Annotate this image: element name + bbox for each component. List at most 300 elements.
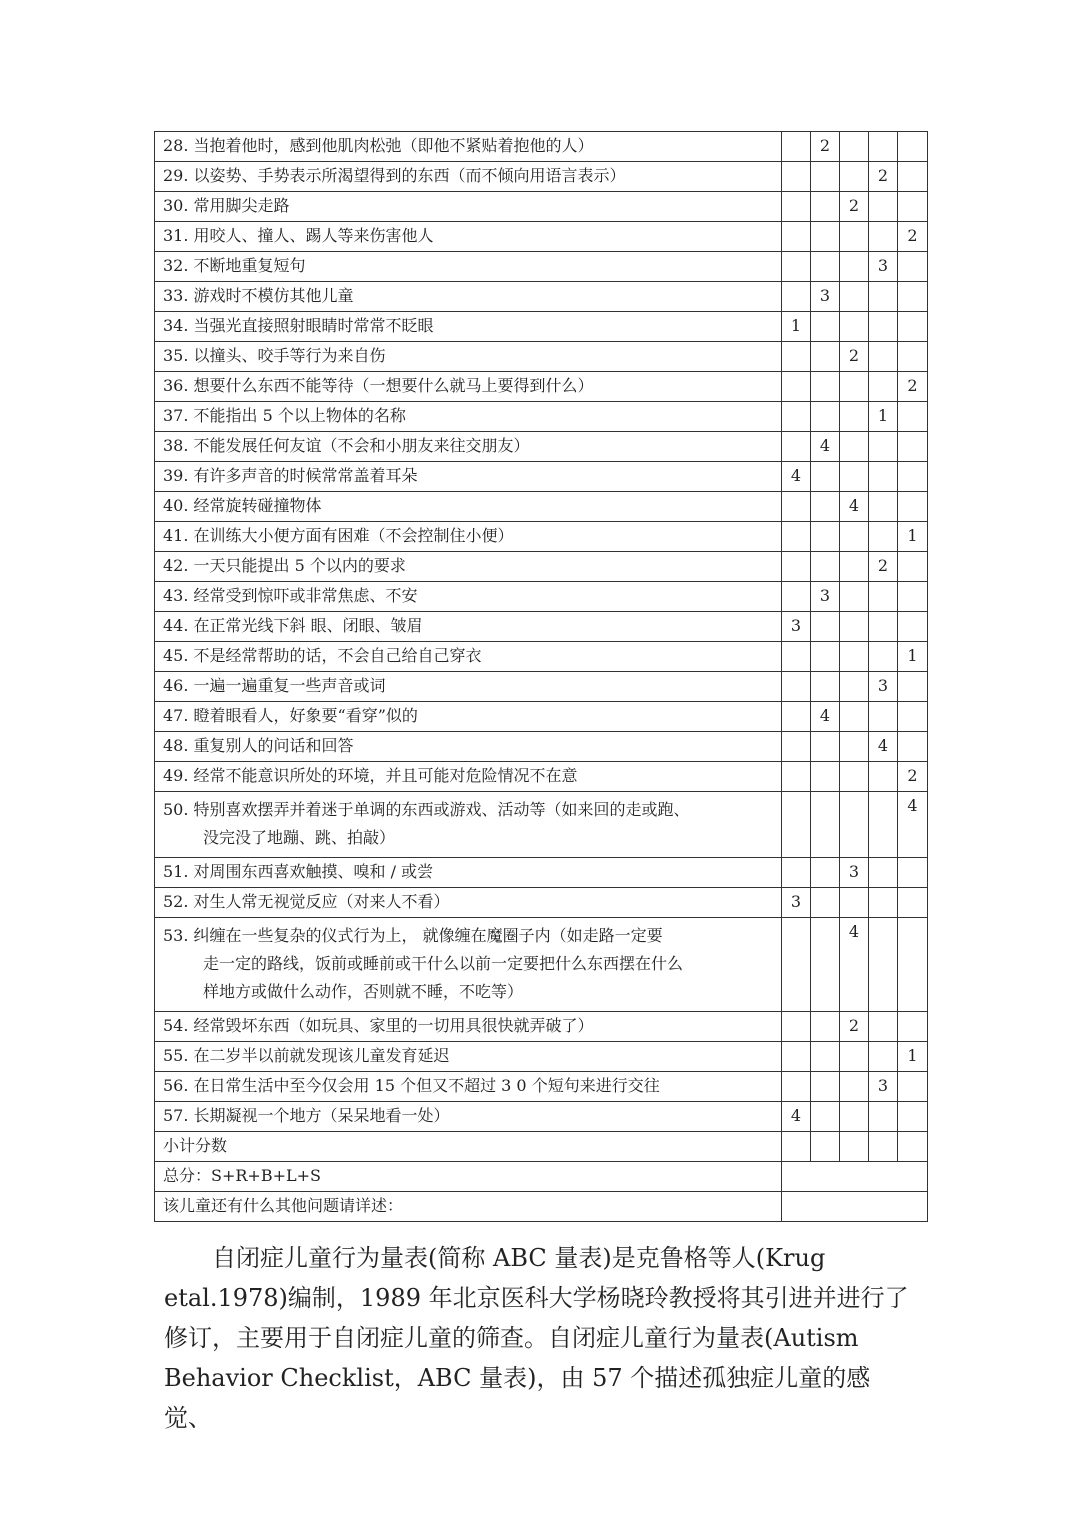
score-cell — [898, 1012, 928, 1042]
score-cell — [840, 252, 869, 282]
score-cell — [869, 432, 898, 462]
score-cell — [782, 132, 811, 162]
score-cell — [811, 1072, 840, 1102]
score-cell: 3 — [782, 888, 811, 918]
item-description: 不是经常帮助的话，不会自己给自己穿衣 — [193, 646, 482, 665]
score-cell — [898, 1072, 928, 1102]
item-number: 40. — [163, 496, 189, 515]
score-cell — [811, 1042, 840, 1072]
score-cell — [782, 282, 811, 312]
item-cell — [155, 702, 782, 732]
score-cell — [782, 492, 811, 522]
item-cell — [155, 132, 782, 162]
item-description: 不能发展任何友谊（不会和小朋友来往交朋友） — [193, 436, 530, 455]
score-cell — [869, 918, 898, 1012]
score-cell — [782, 762, 811, 792]
item-cell — [155, 552, 782, 582]
score-cell — [811, 672, 840, 702]
item-text — [163, 616, 773, 636]
item-number: 43. — [163, 586, 189, 605]
item-description: 当强光直接照射眼睛时常常不眨眼 — [193, 316, 434, 335]
score-cell — [811, 372, 840, 402]
item-number: 33. — [163, 286, 189, 305]
table-row — [155, 1042, 928, 1072]
score-cell: 3 — [811, 282, 840, 312]
score-cell: 4 — [782, 1102, 811, 1132]
score-cell — [898, 252, 928, 282]
score-cell: 2 — [840, 1012, 869, 1042]
score-cell — [840, 642, 869, 672]
score-cell — [898, 1102, 928, 1132]
table-row — [155, 342, 928, 372]
score-cell — [811, 162, 840, 192]
item-description: 当抱着他时，感到他肌肉松弛（即他不紧贴着抱他的人） — [193, 136, 594, 155]
score-cell — [869, 612, 898, 642]
item-cell — [155, 732, 782, 762]
item-number: 41. — [163, 526, 189, 545]
item-number: 34. — [163, 316, 189, 335]
score-cell — [782, 222, 811, 252]
score-cell — [869, 342, 898, 372]
score-cell: 4 — [869, 732, 898, 762]
score-cell — [811, 312, 840, 342]
score-cell — [840, 732, 869, 762]
item-cell — [155, 1072, 782, 1102]
score-cell — [898, 918, 928, 1012]
score-cell: 3 — [869, 252, 898, 282]
item-description: 以撞头、咬手等行为来自伤 — [193, 346, 386, 365]
score-cell: 4 — [898, 792, 928, 858]
abc-scale-table — [154, 131, 928, 1222]
score-cell — [840, 1102, 869, 1132]
score-cell — [898, 612, 928, 642]
table-row — [155, 642, 928, 672]
item-description: 纠缠在一些复杂的仪式行为上， 就像缠在魔圈子内（如走路一定要 — [193, 926, 663, 945]
score-cell — [869, 888, 898, 918]
table-row — [155, 132, 928, 162]
score-cell — [898, 312, 928, 342]
score-cell — [869, 222, 898, 252]
item-cell — [155, 762, 782, 792]
score-cell — [898, 132, 928, 162]
score-cell — [869, 282, 898, 312]
item-text — [163, 136, 773, 156]
total-row — [155, 1162, 928, 1192]
answer-cell — [782, 1192, 928, 1222]
table-row — [155, 552, 928, 582]
score-cell — [811, 252, 840, 282]
item-text — [163, 1106, 773, 1126]
score-cell — [869, 858, 898, 888]
score-cell — [840, 702, 869, 732]
item-text — [163, 676, 773, 696]
table-row — [155, 222, 928, 252]
score-cell — [869, 462, 898, 492]
score-cell — [840, 1072, 869, 1102]
item-cell — [155, 1012, 782, 1042]
item-number: 32. — [163, 256, 189, 275]
item-text — [163, 496, 773, 516]
score-cell — [811, 642, 840, 672]
item-description: 经常毁坏东西（如玩具、家里的一切用具很快就弄破了） — [193, 1016, 594, 1035]
item-number: 39. — [163, 466, 189, 485]
score-cell — [840, 312, 869, 342]
score-cell — [811, 792, 840, 858]
score-cell — [869, 1012, 898, 1042]
table-row — [155, 1072, 928, 1102]
item-number: 50. — [163, 800, 189, 819]
item-cell — [155, 918, 782, 1012]
item-cell — [155, 582, 782, 612]
score-cell: 1 — [898, 1042, 928, 1072]
item-number: 55. — [163, 1046, 189, 1065]
item-cell — [155, 342, 782, 372]
score-cell — [869, 702, 898, 732]
item-description-continued: 走一定的路线，饭前或睡前或干什么以前一定要把什么东西摆在什么 — [203, 954, 684, 973]
item-description: 不能指出 5 个以上物体的名称 — [193, 406, 406, 425]
score-cell: 3 — [782, 612, 811, 642]
score-cell — [840, 222, 869, 252]
score-cell — [898, 402, 928, 432]
table-row — [155, 282, 928, 312]
score-cell: 3 — [840, 858, 869, 888]
score-cell — [811, 552, 840, 582]
item-cell — [155, 492, 782, 522]
item-cell — [155, 1102, 782, 1132]
score-cell — [782, 522, 811, 552]
score-cell — [869, 522, 898, 552]
item-cell — [155, 462, 782, 492]
score-cell — [840, 672, 869, 702]
table-row — [155, 732, 928, 762]
item-text — [163, 706, 773, 726]
item-text — [163, 256, 773, 276]
score-cell — [898, 342, 928, 372]
item-number: 47. — [163, 706, 189, 725]
item-text — [163, 196, 773, 216]
score-cell — [811, 522, 840, 552]
item-text — [163, 766, 773, 786]
score-cell — [782, 162, 811, 192]
score-cell: 3 — [869, 672, 898, 702]
score-cell — [869, 372, 898, 402]
item-cell — [155, 312, 782, 342]
item-text — [163, 166, 773, 186]
score-cell — [869, 1042, 898, 1072]
item-number: 46. — [163, 676, 189, 695]
score-cell: 1 — [782, 312, 811, 342]
score-cell — [782, 342, 811, 372]
score-cell — [811, 762, 840, 792]
subtotal-cell — [869, 1132, 898, 1162]
item-cell — [155, 642, 782, 672]
item-number: 57. — [163, 1106, 189, 1125]
item-text — [163, 1046, 773, 1066]
item-text — [163, 892, 773, 912]
item-description: 在训练大小便方面有困难（不会控制住小便） — [193, 526, 514, 545]
item-description: 经常不能意识所处的环境，并且可能对危险情况不在意 — [193, 766, 578, 785]
score-cell — [782, 582, 811, 612]
score-cell — [898, 462, 928, 492]
score-cell — [840, 582, 869, 612]
item-number: 35. — [163, 346, 189, 365]
score-cell: 1 — [898, 522, 928, 552]
item-description: 在日常生活中至今仅会用 15 个但又不超过 3 0 个短句来进行交往 — [193, 1076, 660, 1095]
total-label: 总分：S+R+B+L+S — [155, 1162, 782, 1192]
score-cell — [898, 282, 928, 312]
score-cell — [782, 252, 811, 282]
subtotal-row — [155, 1132, 928, 1162]
other-problems-label: 该儿童还有什么其他问题请详述： — [155, 1192, 782, 1222]
subtotal-cell — [898, 1132, 928, 1162]
table-row — [155, 1012, 928, 1042]
table-row — [155, 192, 928, 222]
table-row — [155, 312, 928, 342]
item-number: 42. — [163, 556, 189, 575]
score-cell: 3 — [811, 582, 840, 612]
table-body — [155, 132, 928, 1222]
score-cell: 2 — [811, 132, 840, 162]
item-description: 想要什么东西不能等待（一想要什么就马上要得到什么） — [193, 376, 594, 395]
item-number: 45. — [163, 646, 189, 665]
table-row — [155, 888, 928, 918]
item-description-continued: 样地方或做什么动作，否则就不睡，不吃等） — [203, 982, 524, 1001]
item-text — [163, 466, 773, 486]
item-text — [163, 1076, 773, 1096]
score-cell: 1 — [898, 642, 928, 672]
item-number: 29. — [163, 166, 189, 185]
item-cell — [155, 672, 782, 702]
score-cell — [869, 792, 898, 858]
score-cell — [782, 918, 811, 1012]
item-number: 52. — [163, 892, 189, 911]
score-cell — [811, 492, 840, 522]
score-cell: 1 — [869, 402, 898, 432]
table-row — [155, 372, 928, 402]
score-cell — [811, 858, 840, 888]
item-number: 37. — [163, 406, 189, 425]
item-number: 44. — [163, 616, 189, 635]
table-row — [155, 462, 928, 492]
table-row — [155, 582, 928, 612]
score-cell — [811, 192, 840, 222]
score-cell — [898, 162, 928, 192]
score-cell — [840, 1042, 869, 1072]
score-cell — [869, 762, 898, 792]
item-text — [163, 922, 773, 950]
score-cell — [782, 1072, 811, 1102]
item-description: 一遍一遍重复一些声音或词 — [193, 676, 386, 695]
score-cell — [782, 1042, 811, 1072]
item-number: 48. — [163, 736, 189, 755]
score-cell: 4 — [782, 462, 811, 492]
score-cell — [811, 888, 840, 918]
item-text — [163, 346, 773, 366]
score-cell — [898, 552, 928, 582]
item-text — [163, 862, 773, 882]
item-text — [163, 796, 773, 824]
score-cell: 2 — [898, 762, 928, 792]
score-cell — [869, 582, 898, 612]
item-cell — [155, 372, 782, 402]
score-cell — [782, 432, 811, 462]
score-cell — [782, 792, 811, 858]
score-cell — [811, 732, 840, 762]
item-description: 经常旋转碰撞物体 — [193, 496, 322, 515]
score-cell — [840, 612, 869, 642]
item-text — [163, 226, 773, 246]
score-cell — [782, 702, 811, 732]
table-row — [155, 1102, 928, 1132]
item-cell — [155, 888, 782, 918]
item-description-continued: 没完没了地蹦、跳、拍敲） — [203, 828, 396, 847]
subtotal-label: 小计分数 — [155, 1132, 782, 1162]
score-cell — [898, 702, 928, 732]
item-cell — [155, 162, 782, 192]
score-cell — [898, 858, 928, 888]
item-cell — [155, 612, 782, 642]
table-row — [155, 612, 928, 642]
item-description: 瞪着眼看人，好象要“看穿”似的 — [193, 706, 418, 725]
item-number: 51. — [163, 862, 189, 881]
table-row — [155, 702, 928, 732]
score-cell — [840, 792, 869, 858]
item-number: 31. — [163, 226, 189, 245]
score-cell — [782, 858, 811, 888]
score-cell — [840, 162, 869, 192]
score-cell — [869, 312, 898, 342]
score-cell — [840, 282, 869, 312]
score-cell — [811, 1102, 840, 1132]
score-cell — [811, 342, 840, 372]
score-cell — [869, 1102, 898, 1132]
item-number: 49. — [163, 766, 189, 785]
score-cell — [782, 552, 811, 582]
score-cell — [869, 642, 898, 672]
item-description: 特别喜欢摆弄并着迷于单调的东西或游戏、活动等（如来回的走或跑、 — [193, 800, 690, 819]
item-description: 一天只能提出 5 个以内的要求 — [193, 556, 406, 575]
item-cell — [155, 192, 782, 222]
score-cell: 2 — [869, 162, 898, 192]
item-cell — [155, 792, 782, 858]
item-description: 在二岁半以前就发现该儿童发育延迟 — [193, 1046, 450, 1065]
item-description: 在正常光线下斜 眼、闭眼、皱眉 — [193, 616, 423, 635]
score-cell — [840, 432, 869, 462]
item-cell — [155, 858, 782, 888]
score-cell — [811, 462, 840, 492]
other-problems-row — [155, 1192, 928, 1222]
score-cell — [840, 402, 869, 432]
score-cell: 2 — [840, 342, 869, 372]
score-cell — [840, 762, 869, 792]
score-cell — [869, 192, 898, 222]
item-number: 56. — [163, 1076, 189, 1095]
item-text — [163, 316, 773, 336]
item-description: 不断地重复短句 — [193, 256, 306, 275]
table-row — [155, 522, 928, 552]
score-cell: 4 — [811, 702, 840, 732]
item-cell — [155, 432, 782, 462]
table-row — [155, 672, 928, 702]
item-text — [163, 736, 773, 756]
item-description: 游戏时不模仿其他儿童 — [193, 286, 354, 305]
item-cell — [155, 222, 782, 252]
item-number: 53. — [163, 926, 189, 945]
score-cell — [840, 888, 869, 918]
item-cell — [155, 1042, 782, 1072]
item-text — [163, 1016, 773, 1036]
table-row — [155, 402, 928, 432]
score-cell — [898, 492, 928, 522]
score-cell: 2 — [898, 372, 928, 402]
item-description: 重复别人的问话和回答 — [193, 736, 354, 755]
score-cell — [869, 492, 898, 522]
item-cell — [155, 522, 782, 552]
score-cell: 2 — [840, 192, 869, 222]
item-description: 经常受到惊吓或非常焦虑、不安 — [193, 586, 418, 605]
score-cell — [898, 888, 928, 918]
score-cell — [898, 672, 928, 702]
item-text — [163, 376, 773, 396]
item-text — [163, 526, 773, 546]
item-text — [163, 286, 773, 306]
score-cell: 3 — [869, 1072, 898, 1102]
score-cell — [840, 132, 869, 162]
score-cell — [840, 372, 869, 402]
table-row — [155, 252, 928, 282]
table-row — [155, 432, 928, 462]
item-cell — [155, 252, 782, 282]
item-description: 以姿势、手势表示所渴望得到的东西（而不倾向用语言表示） — [193, 166, 626, 185]
item-text — [163, 646, 773, 666]
item-description: 常用脚尖走路 — [193, 196, 290, 215]
item-description: 长期凝视一个地方（呆呆地看一处） — [193, 1106, 450, 1125]
score-cell: 4 — [840, 492, 869, 522]
item-number: 54. — [163, 1016, 189, 1035]
subtotal-cell — [811, 1132, 840, 1162]
score-cell — [898, 732, 928, 762]
score-cell — [840, 552, 869, 582]
score-cell — [811, 918, 840, 1012]
score-cell: 2 — [898, 222, 928, 252]
score-cell — [898, 582, 928, 612]
item-cell — [155, 282, 782, 312]
score-cell: 2 — [869, 552, 898, 582]
item-description: 对生人常无视觉反应（对来人不看） — [193, 892, 450, 911]
table-row — [155, 492, 928, 522]
score-cell — [840, 522, 869, 552]
subtotal-cell — [782, 1132, 811, 1162]
score-cell: 4 — [840, 918, 869, 1012]
item-number: 38. — [163, 436, 189, 455]
subtotal-cell — [840, 1132, 869, 1162]
score-cell — [782, 1012, 811, 1042]
item-number: 28. — [163, 136, 189, 155]
item-text — [163, 406, 773, 426]
score-cell — [811, 612, 840, 642]
score-cell — [811, 1012, 840, 1042]
score-cell — [869, 132, 898, 162]
item-description: 对周围东西喜欢触摸、嗅和 / 或尝 — [193, 862, 434, 881]
answer-cell — [782, 1162, 928, 1192]
item-cell — [155, 402, 782, 432]
score-cell — [840, 462, 869, 492]
score-cell — [811, 222, 840, 252]
table-row — [155, 762, 928, 792]
table-row — [155, 792, 928, 858]
score-cell — [898, 192, 928, 222]
item-text — [163, 556, 773, 576]
